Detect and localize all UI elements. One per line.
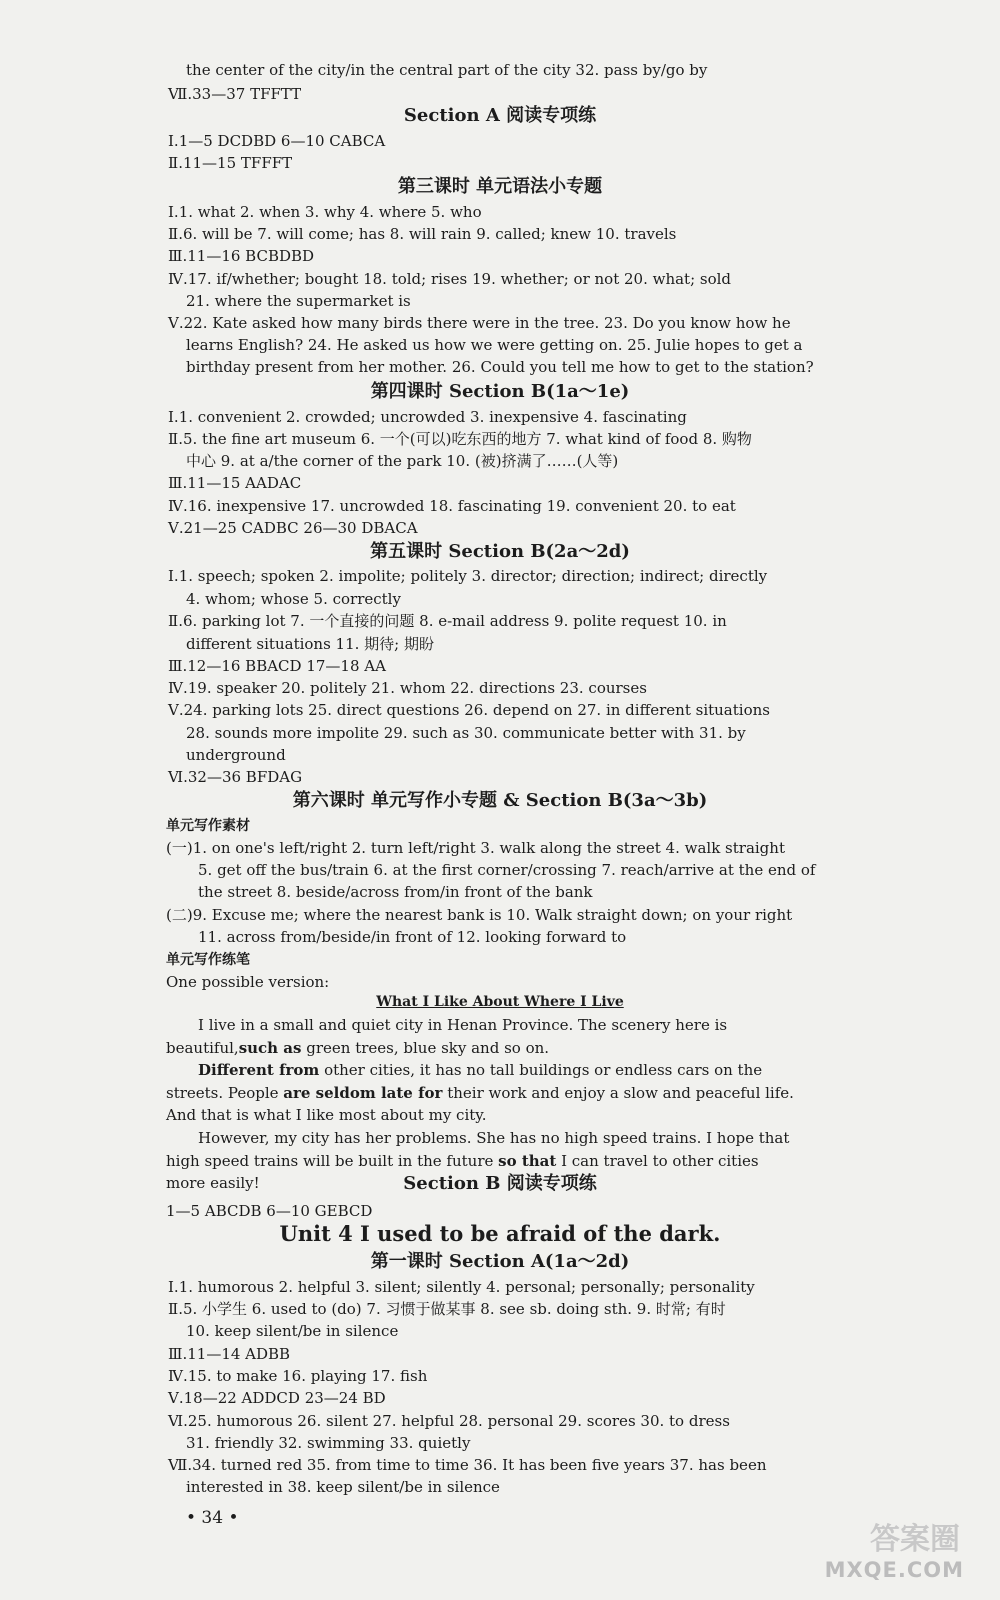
answer-line: birthday present from her mother. 26. Could you tell me how to get to the station? (186, 358, 814, 376)
answer-line: 1—5 ABCDB 6—10 GEBCD (166, 1202, 373, 1220)
essay-highlight: are seldom late for (283, 1083, 443, 1102)
section-heading: 第一课时 Section A(1a～2d) (370, 1251, 630, 1272)
answer-line: underground (186, 746, 286, 764)
answer-line: Ⅳ.17. if/whether; bought 18. told; rises 19. whether; or not 20. what; sold (168, 270, 732, 288)
section-heading: 第五课时 Section B(2a～2d) (370, 541, 630, 562)
essay-text: their work and enjoy a slow and peaceful life. And that is what I like most about my city. (166, 1083, 794, 1124)
answer-line: Ⅰ.1. what 2. when 3. why 4. where 5. who (168, 203, 482, 221)
watermark-url: MXQE.COM (824, 1558, 964, 1582)
answer-line: Ⅳ.15. to make 16. playing 17. fish (168, 1367, 428, 1385)
answer-line: Ⅶ.34. turned red 35. from time to time 36. It has been five years 37. has been (168, 1456, 767, 1474)
essay-text: However, my city has her problems. She has no high speed trains. I hope that high speed trains will be built in the future (166, 1129, 790, 1170)
section-heading: 第六课时 单元写作小专题 & Section B(3a～3b) (292, 790, 708, 811)
answer-line: Ⅲ.11—16 BCBDBD (168, 247, 315, 265)
answer-line: Ⅵ.25. humorous 26. silent 27. helpful 28. personal 29. scores 30. to dress (168, 1412, 730, 1430)
section-heading: Section A 阅读专项练 (403, 105, 597, 126)
page-number: • 34 • (186, 1508, 239, 1528)
essay-highlight: such as (238, 1038, 302, 1057)
answer-line: 10. keep silent/be in silence (186, 1322, 399, 1340)
writing-practice-heading: 单元写作练笔 (166, 952, 250, 968)
essay-text: other cities, it has no tall buildings or endless cars on the streets. People (166, 1061, 763, 1102)
answer-line: 31. friendly 32. swimming 33. quietly (186, 1434, 471, 1452)
essay-text: I can travel to other cities more easily! (166, 1151, 759, 1192)
answer-line: Ⅱ.11—15 TFFFT (168, 154, 293, 172)
answer-line: 4. whom; whose 5. correctly (186, 590, 401, 608)
answer-line: different situations 11. 期待; 期盼 (186, 635, 434, 653)
answer-line: Ⅴ.21—25 CADBC 26—30 DBACA (168, 519, 418, 537)
essay-highlight: Different from (198, 1061, 320, 1079)
answer-line: (二)9. Excuse me; where the nearest bank is 10. Walk straight down; on your right (166, 906, 793, 924)
answer-line: Ⅳ.16. inexpensive 17. uncrowded 18. fascinating 19. convenient 20. to eat (168, 497, 736, 515)
answer-line: learns English? 24. He asked us how we were getting on. 25. Julie hopes to get a (186, 336, 803, 354)
answer-line: (一)1. on one's left/right 2. turn left/right 3. walk along the street 4. walk straight (166, 839, 785, 857)
answer-line: the center of the city/in the central part of the city 32. pass by/go by (186, 61, 708, 79)
essay-text: I live in a small and quiet city in Henan Province. The scenery here is beautiful, (166, 1016, 728, 1057)
answer-line: 5. get off the bus/train 6. at the first corner/crossing 7. reach/arrive at the end of (198, 861, 816, 879)
answer-line: Ⅲ.11—15 AADAC (168, 474, 302, 492)
answer-line: Ⅰ.1. speech; spoken 2. impolite; politely 3. director; direction; indirect; directly (168, 567, 768, 585)
answer-line: Ⅰ.1. humorous 2. helpful 3. silent; silently 4. personal; personally; personality (168, 1278, 755, 1296)
answer-line: Ⅱ.5. 小学生 6. used to (do) 7. 习惯于做某事 8. see sb. doing sth. 9. 时常; 有时 (168, 1300, 726, 1318)
answer-line: 11. across from/beside/in front of 12. looking forward to (198, 928, 627, 946)
answer-line: Ⅱ.6. will be 7. will come; has 8. will rain 9. called; knew 10. travels (168, 225, 677, 243)
answer-line: the street 8. beside/across from/in front of the bank (198, 883, 593, 901)
essay-highlight: so that (498, 1151, 557, 1170)
answer-line: Ⅴ.18—22 ADDCD 23—24 BD (168, 1389, 386, 1407)
section-heading: Unit 4 I used to be afraid of the dark. (279, 1221, 721, 1246)
section-heading: 第四课时 Section B(1a～1e) (370, 381, 630, 402)
answer-line: Ⅱ.6. parking lot 7. 一个直接的问题 8. e-mail address 9. polite request 10. in (168, 612, 727, 630)
answer-line: Ⅳ.19. speaker 20. politely 21. whom 22. directions 23. courses (168, 679, 647, 697)
essay-text: green trees, blue sky and so on. (301, 1038, 550, 1057)
section-heading: Section B 阅读专项练 (403, 1173, 597, 1194)
essay-paragraph-2 (166, 1059, 796, 1127)
answer-line: 21. where the supermarket is (186, 292, 411, 310)
answer-line: Ⅶ.33—37 TFFTT (168, 85, 302, 103)
answer-line: 中心 9. at a/the corner of the park 10. (被)挤满了……(人等) (186, 452, 619, 470)
section-heading: 第三课时 单元语法小专题 (397, 176, 603, 197)
answer-line: Ⅰ.1—5 DCDBD 6—10 CABCA (168, 132, 386, 150)
answer-line: Ⅰ.1. convenient 2. crowded; uncrowded 3. inexpensive 4. fascinating (168, 408, 687, 426)
answer-line: Ⅴ.24. parking lots 25. direct questions 26. depend on 27. in different situations (168, 701, 770, 719)
answer-line: 28. sounds more impolite 29. such as 30. communicate better with 31. by (186, 724, 746, 742)
watermark-logo: 答案圈 (870, 1522, 960, 1557)
answer-line: Ⅴ.22. Kate asked how many birds there were in the tree. 23. Do you know how he (168, 314, 791, 332)
answer-line: Ⅲ.11—14 ADBB (168, 1345, 291, 1363)
essay-paragraph-3 (166, 1127, 796, 1195)
answer-line: interested in 38. keep silent/be in silence (186, 1478, 500, 1496)
answer-line: Ⅱ.5. the fine art museum 6. 一个(可以)吃东西的地方 7. what kind of food 8. 购物 (168, 430, 752, 448)
answer-line: Ⅲ.12—16 BBACD 17—18 AA (168, 657, 386, 675)
answer-line: Ⅵ.32—36 BFDAG (168, 768, 303, 786)
essay-paragraph-1 (166, 1014, 796, 1059)
answer-line: One possible version: (166, 973, 330, 991)
essay-title: What I Like About Where I Live (376, 994, 624, 1010)
writing-material-heading: 单元写作素材 (166, 818, 250, 834)
